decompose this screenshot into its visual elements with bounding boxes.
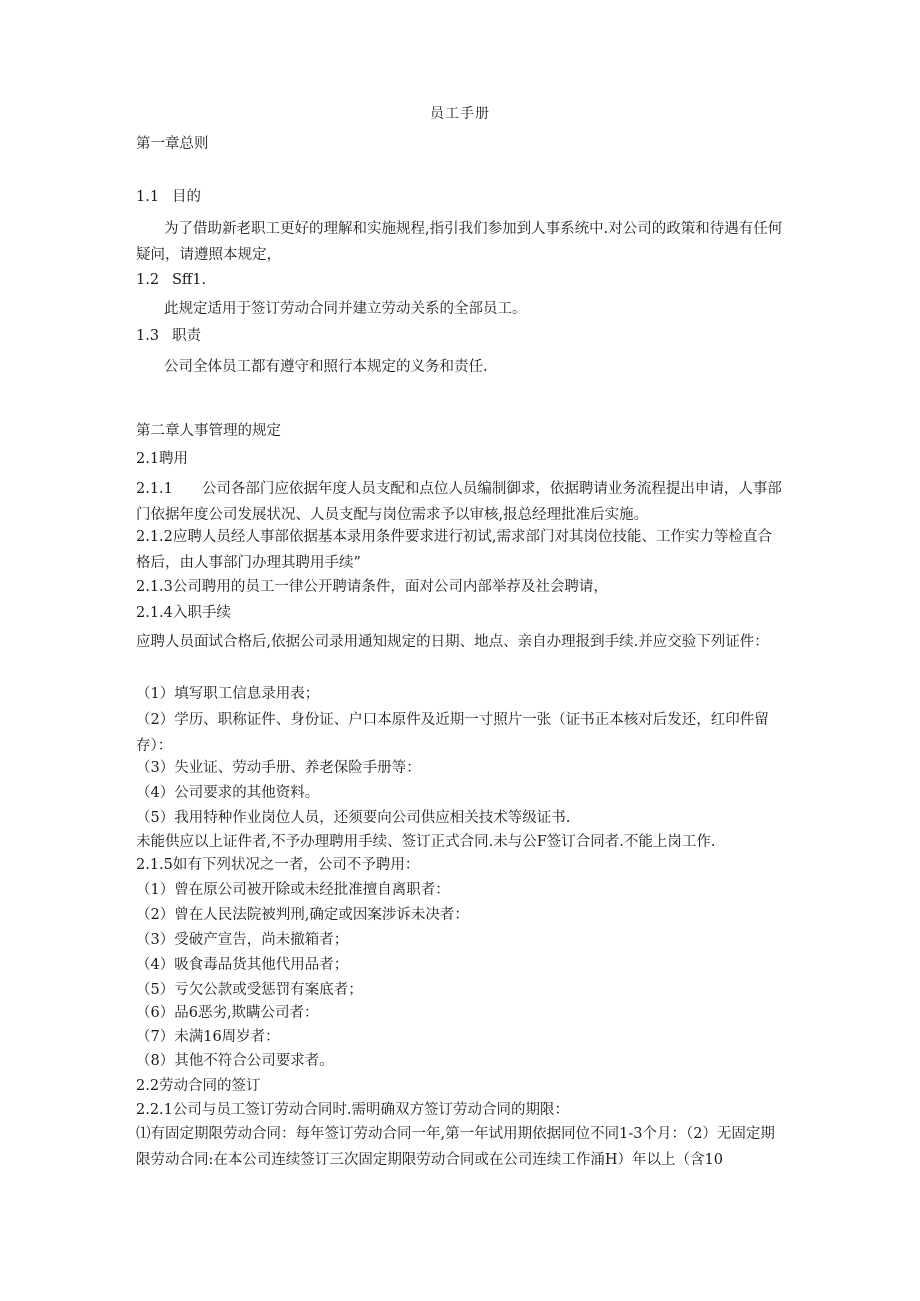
list-item: （5）我用特种作业岗位人员，还须要向公司供应相关技术等级证书. (136, 810, 571, 826)
list-item: （3）受破产宣告，尚未撤箱者； (136, 932, 349, 948)
section-title: 目的 (172, 189, 201, 205)
list-item: （2）学历、职称证件、身份证、户口本原件及近期一寸照片一张（证书正本核对后发还，红印件留存）： (136, 712, 769, 754)
section-2-1-4-heading: 2.1.4入职手续 (136, 605, 231, 621)
section-1-2-heading (136, 267, 206, 293)
section-1-1-heading (136, 184, 201, 210)
chapter-1-heading: 第一章总则 (136, 136, 209, 152)
documents-note: 未能供应以上证件者,不予办理聘用手续、签订正式合同.未与公F签订合同者.不能上岗工作. (136, 834, 716, 850)
section-1-3-heading (136, 323, 201, 349)
section-1-3-text: 公司全体员工都有遵守和照行本规定的义务和责任. (164, 359, 488, 375)
list-item: （4）吸食毒品货其他代用品者； (136, 957, 349, 973)
section-number: 1.3 (136, 328, 160, 344)
paragraph-2-2-1: 2.2.1公司与员工签订劳动合同时.需明确双方签订劳动合同的期限： (136, 1102, 570, 1118)
section-title: Sff1. (172, 272, 207, 288)
paragraph-2-2-1-detail: ⑴有固定期限劳动合同：每年签订劳动合同一年,第一年试用期依据同位不同1-3个月：（2）无固定期限劳动合同:在本公司连续签订三次固定期限劳动合同或在公司连续工作涌H）年以上（含10 (136, 1126, 775, 1168)
section-number: 1.1 (136, 189, 160, 205)
paragraph-2-1-4: 应聘人员面试合格后,依据公司录用通知规定的日期、地点、亲自办理报到手续.并应交验下列证件： (136, 634, 769, 650)
paragraph-2-1-1: 2.1.1 公司各部门应依据年度人员支配和点位人员编制御求，依据聘请业务流程提出申请，人事部门依据年度公司发展状况、人员支配与岗位需求予以审核,报总经理批准后实施。 (136, 481, 782, 523)
list-item: （5）亏欠公款或受惩罚有案底者； (136, 982, 363, 998)
section-1-2-text: 此规定适用于签订劳动合同并建立劳动关系的全部员工。 (164, 301, 527, 317)
chapter-2-heading: 第二章人事管理的规定 (136, 423, 281, 439)
document-title: 员工手册 (430, 106, 490, 122)
paragraph-2-1-2: 2.1.2应聘人员经人事部依据基本录用条件要求进行初试,需求部门对其岗位技能、工作实力等检直合格后，由人事部门办理其聘用手续” (136, 529, 772, 571)
section-2-2-heading: 2.2劳动合同的签订 (136, 1078, 261, 1094)
section-title: 职责 (172, 328, 201, 344)
section-2-1-heading: 2.1聘用 (136, 451, 189, 467)
list-item: （1）填写职工信息录用表； (136, 686, 320, 702)
list-item: （3）失业证、劳动手册、养老保险手册等： (136, 760, 421, 776)
list-item: （8）其他不符合公司要求者。 (136, 1053, 334, 1069)
list-item: （2）曾在人民法院被判刑,确定或因案涉诉未决者： (136, 907, 469, 923)
section-1-1-text: 为了借助新老职工更好的理解和实施规程,指引我们参加到人事系统中.对公司的政策和待遇有任何疑问，请遵照本规定， (136, 221, 783, 263)
section-2-1-5-heading: 2.1.5如有下列状况之一者，公司不予聘用： (136, 857, 420, 873)
list-item: （4）公司要求的其他资料。 (136, 785, 320, 801)
section-number: 1.2 (136, 272, 160, 288)
list-item: （6）品6恶劣,欺瞒公司者： (136, 1005, 319, 1021)
paragraph-2-1-3: 2.1.3公司聘用的员工一律公开聘请条件，面对公司内部举荐及社会聘请， (136, 579, 608, 595)
list-item: （1）曾在原公司被开除或未经批准擅自离职者： (136, 882, 450, 898)
list-item: （7）未满16周岁者： (136, 1029, 280, 1045)
